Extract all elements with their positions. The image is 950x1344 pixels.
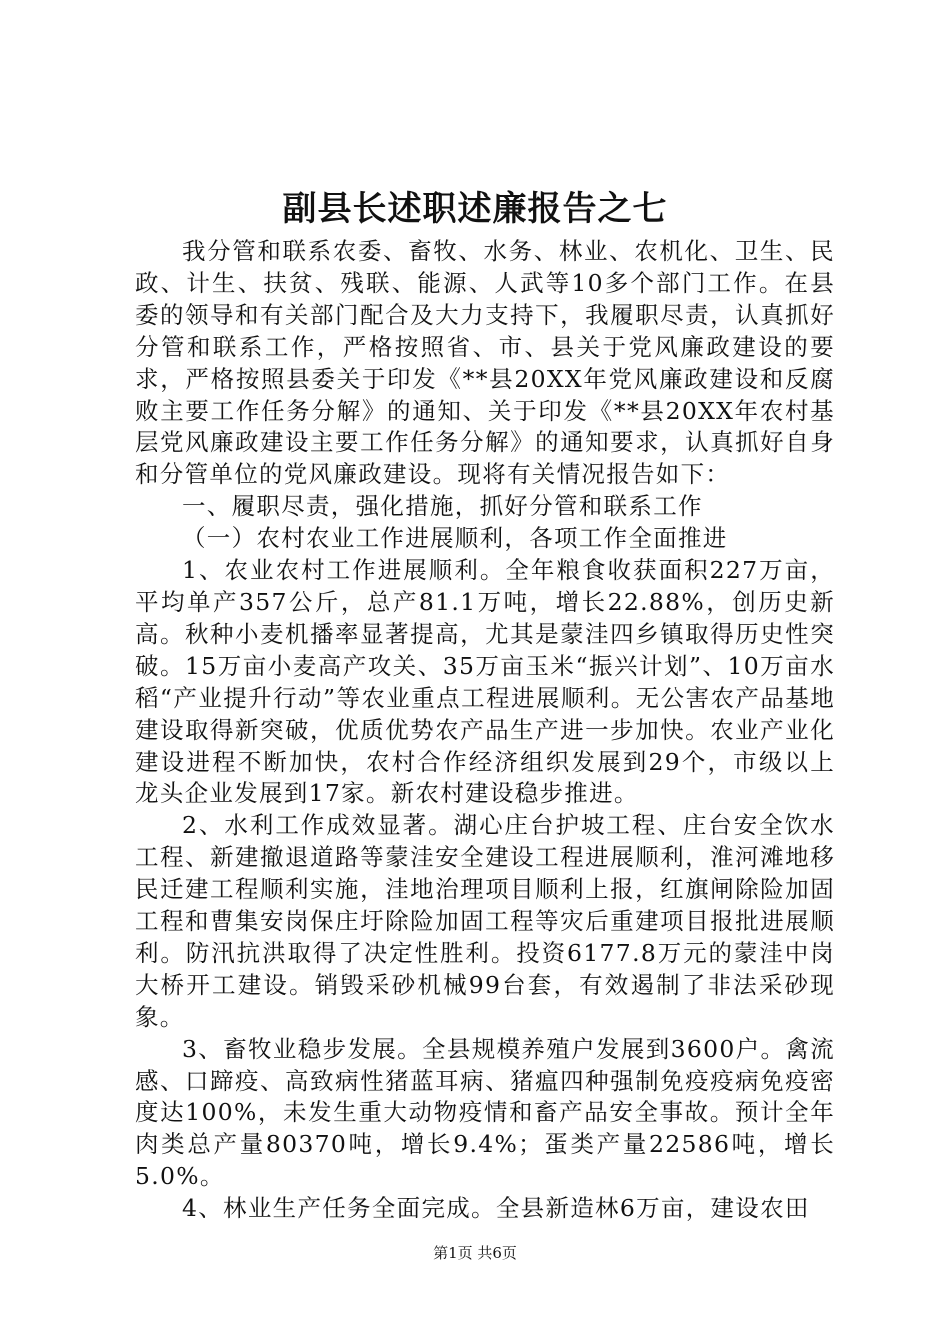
paragraph-animal-husbandry: 3、畜牧业稳步发展。全县规模养殖户发展到3600户。禽流感、口蹄疫、高致病性猪蓝耳病、猪瘟四种强制免疫疫病免疫密度达100%，未发生重大动物疫情和畜产品安全事故。预计全年肉类总产量80370吨，增长9.4%；蛋类产量22586吨，增长5.0%。 bbox=[135, 1034, 835, 1191]
document-title: 副县长述职述廉报告之七 bbox=[282, 189, 668, 229]
paragraph-agriculture: 1、农业农村工作进展顺利。全年粮食收获面积227万亩，平均单产357公斤，总产81.1万吨，增长22.88%，创历史新高。秋种小麦机播率显著提高，尤其是蒙洼四乡镇取得历史性突破。15万亩小麦高产攻关、35万亩玉米“振兴计划”、10万亩水稻“产业提升行动”等农业重点工程进展顺利。无公害农产品基地建设取得新突破，优质优势农产品生产进一步加快。农业产业化建设进程不断加快，农村合作经济组织发展到29个，市级以上龙头企业发展到17家。新农村建设稳步推进。 bbox=[135, 556, 835, 808]
section-heading-1: 一、履职尽责，强化措施，抓好分管和联系工作 bbox=[182, 492, 703, 521]
subsection-heading-1: （一）农村农业工作进展顺利，各项工作全面推进 bbox=[182, 524, 728, 553]
document-body bbox=[135, 236, 835, 1225]
paragraph-water-conservancy: 2、水利工作成效显著。湖心庄台护坡工程、庄台安全饮水工程、新建撤退道路等蒙洼安全建设工程进展顺利，淮河滩地移民迁建工程顺利实施，洼地治理项目顺利上报，红旗闸除险加固工程和曹集安岗保庄圩除险加固工程等灾后重建项目报批进展顺利。防汛抗洪取得了决定性胜利。投资6177.8万元的蒙洼中岗大桥开工建设。销毁采砂机械99台套，有效遏制了非法采砂现象。 bbox=[135, 811, 835, 1031]
paragraph-forestry: 4、林业生产任务全面完成。全县新造林6万亩，建设农田 bbox=[182, 1194, 810, 1223]
paragraph-intro: 我分管和联系农委、畜牧、水务、林业、农机化、卫生、民政、计生、扶贫、残联、能源、人武等10多个部门工作。在县委的领导和有关部门配合及大力支持下，我履职尽责，认真抓好分管和联系工作，严格按照省、市、县关于党风廉政建设的要求，严格按照县委关于印发《**县20XX年党风廉政建设和反腐败主要工作任务分解》的通知、关于印发《**县20XX年农村基层党风廉政建设主要工作任务分解》的通知要求，认真抓好自身和分管单位的党风廉政建设。现将有关情况报告如下： bbox=[135, 237, 835, 489]
page-number-footer: 第1页 共6页 bbox=[433, 1244, 517, 1262]
